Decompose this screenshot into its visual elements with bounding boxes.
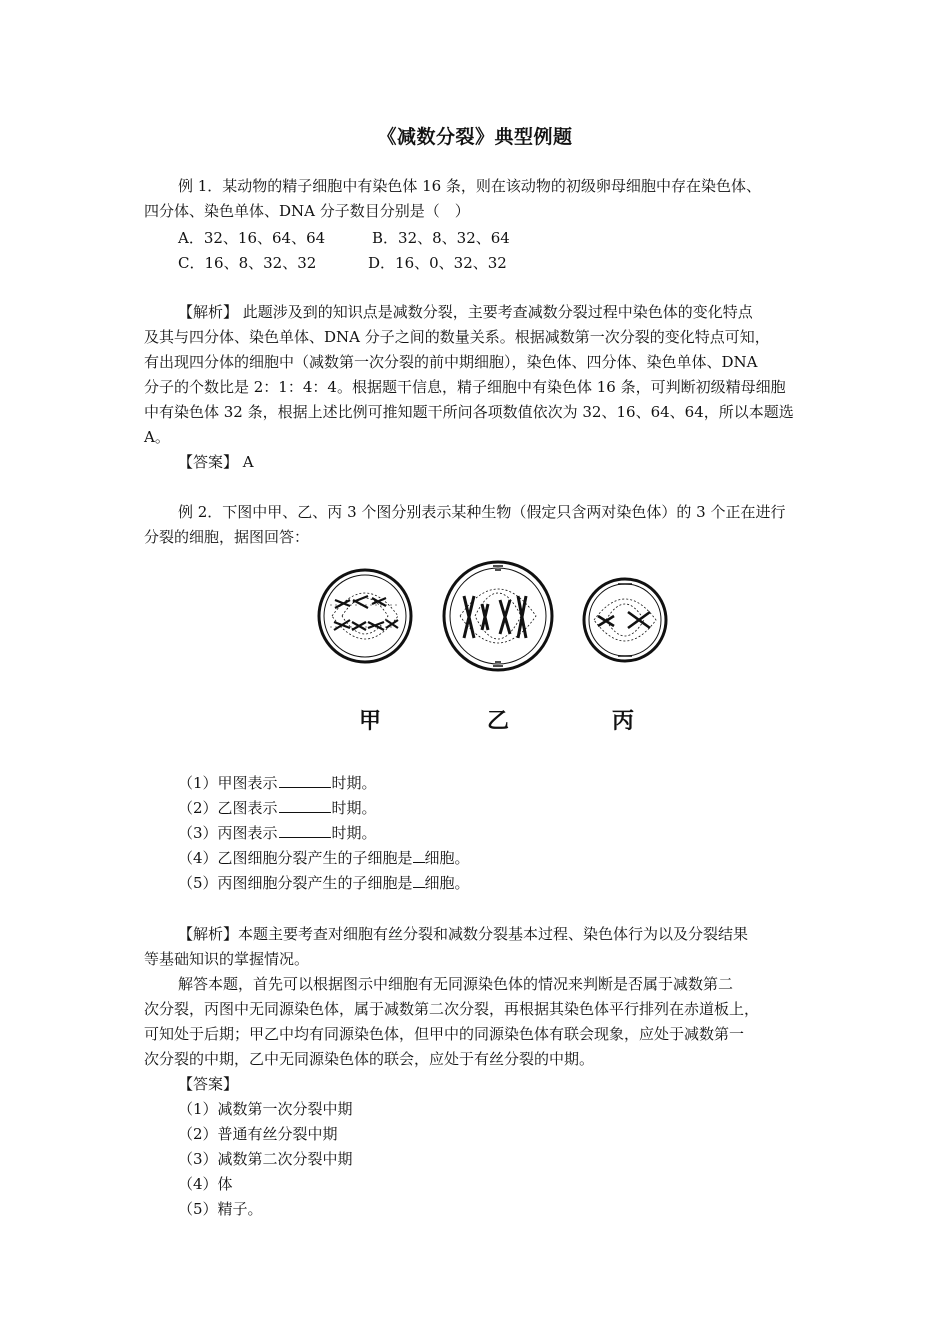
ex1-analysis-line: A。 [144, 428, 170, 446]
ex2-subquestion-3: （3）丙图表示 时期。 [178, 824, 377, 842]
ex2-analysis-line: 次分裂的中期，乙中无同源染色体的联会，应处于有丝分裂的中期。 [144, 1050, 595, 1068]
figure-label-jia: 甲 [359, 709, 382, 734]
page-title: 《减数分裂》典型例题 [377, 126, 573, 148]
ex1-option-c: C．16、8、32、32 [178, 254, 317, 272]
ex2-answer-item: （3）减数第二次分裂中期 [178, 1150, 353, 1168]
ex1-answer: 【答案】 A [178, 453, 254, 471]
ex2-analysis-line: 次分裂，丙图中无同源染色体，属于减数第二次分裂，再根据其染色体平行排列在赤道板上， [144, 1000, 760, 1018]
ex1-question-line-2: 四分体、染色单体、DNA 分子数目分别是（ ） [144, 202, 470, 220]
ex2-subquestion-4: （4）乙图细胞分裂产生的子细胞是 细胞。 [178, 849, 470, 867]
ex2-answer-heading: 【答案】 [178, 1075, 239, 1093]
ex1-question-line-1: 例 1．某动物的精子细胞中有染色体 16 条，则在该动物的初级卵母细胞中存在染色体、 [178, 177, 761, 195]
ex2-answer-item: （1）减数第一次分裂中期 [178, 1100, 353, 1118]
ex2-subquestion-5: （5）丙图细胞分裂产生的子细胞是 细胞。 [178, 874, 470, 892]
ex2-analysis-line: 解答本题，首先可以根据图示中细胞有无同源染色体的情况来判断是否属于减数第二 [178, 975, 734, 993]
cell-bing-diagram [584, 579, 666, 661]
answer-blank [279, 798, 331, 813]
ex1-option-d: D．16、0、32、32 [368, 254, 507, 272]
ex2-question-line-2: 分裂的细胞，据图回答： [144, 528, 310, 546]
answer-blank [279, 773, 331, 788]
ex2-question-line-1: 例 2．下图中甲、乙、丙 3 个图分别表示某种生物（假定只含两对染色体）的 3 个正在进行 [178, 503, 786, 521]
ex2-subquestion-2: （2）乙图表示 时期。 [178, 799, 377, 817]
cell-jia-diagram [319, 570, 411, 662]
figure-label-yi: 乙 [487, 709, 510, 734]
answer-blank [413, 848, 425, 863]
answer-blank [279, 823, 331, 838]
ex2-answer-item: （5）精子。 [178, 1200, 263, 1218]
ex1-analysis-line: 【解析】 此题涉及到的知识点是减数分裂，主要考查减数分裂过程中染色体的变化特点 [178, 303, 753, 321]
ex1-analysis-line: 及其与四分体、染色单体、DNA 分子之间的数量关系。根据减数第一次分裂的变化特点可知， [144, 328, 770, 346]
ex2-analysis-line: 【解析】本题主要考查对细胞有丝分裂和减数分裂基本过程、染色体行为以及分裂结果 [178, 925, 749, 943]
ex1-option-b: B．32、8、32、64 [372, 229, 510, 247]
ex2-subquestion-1: （1）甲图表示 时期。 [178, 774, 377, 792]
ex1-analysis-line: 中有染色体 32 条，根据上述比例可推知题干所问各项数值依次为 32、16、64、64，所以本题选 [144, 403, 794, 421]
cell-yi-diagram [444, 562, 552, 670]
answer-blank [413, 873, 425, 888]
ex2-analysis-line: 可知处于后期；甲乙中均有同源染色体，但甲中的同源染色体有联会现象，应处于减数第一 [144, 1025, 745, 1043]
figure-label-bing: 丙 [612, 709, 635, 734]
ex1-analysis-line: 分子的个数比是 2：1：4：4。根据题干信息，精子细胞中有染色体 16 条，可判断初级精母细胞 [144, 378, 786, 396]
ex2-answer-item: （4）体 [178, 1175, 233, 1193]
ex2-analysis-line: 等基础知识的掌握情况。 [144, 950, 310, 968]
ex2-answer-item: （2）普通有丝分裂中期 [178, 1125, 338, 1143]
ex1-option-a: A．32、16、64、64 [178, 229, 326, 247]
ex1-analysis-line: 有出现四分体的细胞中（减数第一次分裂的前中期细胞），染色体、四分体、染色单体、DNA [144, 353, 758, 371]
